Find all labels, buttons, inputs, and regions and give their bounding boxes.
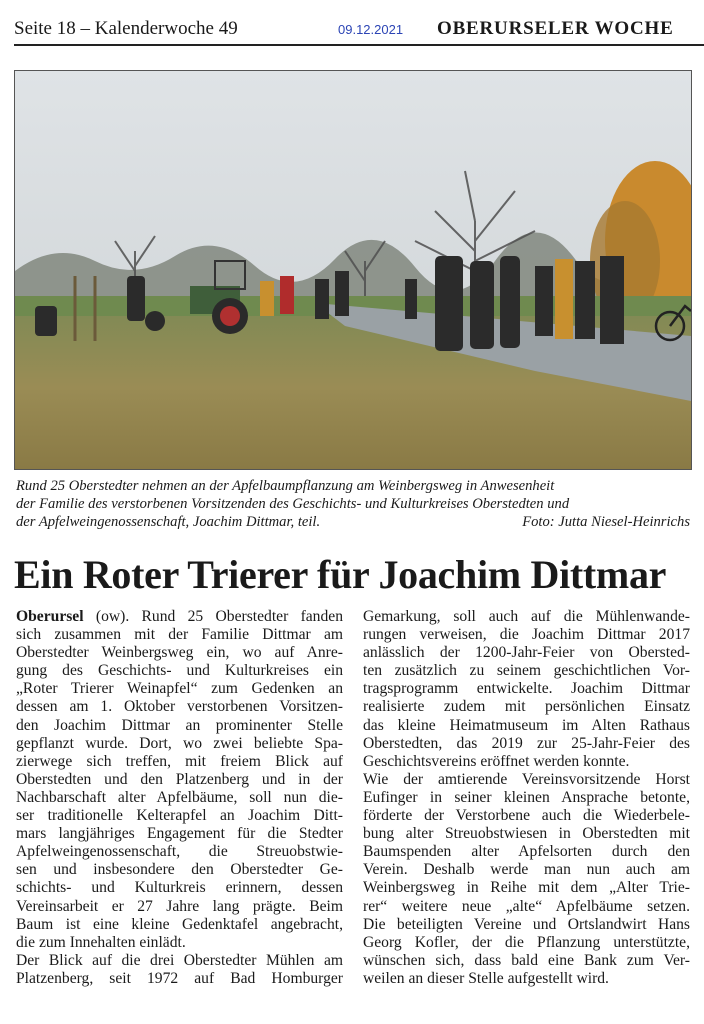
body-line: dessen am 1. Oktober verstorbenen Vorsitzen- bbox=[16, 698, 343, 716]
body-line: rungen verweisen, die Joachim Dittmar 2017 bbox=[363, 626, 690, 644]
photo-caption bbox=[16, 477, 690, 531]
body-line: Oberstedten, das 2019 zur 25-Jahr-Feier des bbox=[363, 734, 690, 752]
body-line: sich zusammen mit der Familie Dittmar am bbox=[16, 626, 343, 644]
body-line: gepflanzt wurde. Dort, wo zwei beliebte Spa- bbox=[16, 734, 343, 752]
body-line: gung des Geschichts- und Kulturkreises ein bbox=[16, 662, 343, 680]
body-line: ten zusätzlich zu seinem geschichtlichen Vor- bbox=[363, 662, 690, 680]
body-line: (ow). Rund 25 Oberstedter fanden bbox=[83, 608, 343, 625]
body-line: anlässlich der 1200-Jahr-Feier von Obersted- bbox=[363, 644, 690, 662]
body-line: Georg Kofler, der die Pflanzung unterstützte, bbox=[363, 933, 690, 951]
photo-image bbox=[15, 71, 691, 469]
body-line: mars langjähriges Engagement für die Stedter bbox=[16, 825, 343, 843]
body-line: ser traditionelle Kelterapfel an Joachim Ditt- bbox=[16, 807, 343, 825]
caption-line: der Apfelweingenossenschaft, Joachim Dittmar, teil. bbox=[16, 514, 321, 530]
article-column-1 bbox=[16, 608, 343, 988]
body-line: tragsprogramm entwickelte. Joachim Dittmar bbox=[363, 680, 690, 698]
body-line: zierwege sich treffen, mit freiem Blick auf bbox=[16, 752, 343, 770]
caption-last-line bbox=[16, 513, 690, 531]
body-line: Vereinsarbeit er 27 Jahre lang prägte. Beim bbox=[16, 897, 343, 915]
body-line: realisierte zudem mit persönlichen Einsatz bbox=[363, 698, 690, 716]
body-line: Eufinger in seiner kleinen Ansprache betonte, bbox=[363, 788, 690, 806]
body-line: das kleine Heimatmuseum im Alten Rathaus bbox=[363, 716, 690, 734]
body-line: schichts- und Kulturkreis erinnern, dessen bbox=[16, 879, 343, 897]
body-line: Die beteiligten Vereine und Ortslandwirt Hans bbox=[363, 915, 690, 933]
body-line: Apfelweingenossenschaft, die Streuobstwie- bbox=[16, 843, 343, 861]
body-line: förderte der Verstorbene auch die Wiederbele- bbox=[363, 807, 690, 825]
caption-line: Rund 25 Oberstedter nehmen an der Apfelbaumpflanzung am Weinbergsweg in Anwesenheit bbox=[16, 478, 555, 494]
page-label: Seite 18 – Kalenderwoche 49 bbox=[14, 18, 238, 39]
body-line: weilen an dieser Stelle aufgestellt wird. bbox=[363, 969, 609, 987]
body-line: Geschichtsvereins eröffnet werden konnte. bbox=[363, 752, 630, 770]
body-line: Oberstedten und den Platzenberg und in der bbox=[16, 770, 343, 788]
body-line: Der Blick auf die drei Oberstedter Mühlen am bbox=[16, 951, 343, 969]
dateline: Oberursel bbox=[16, 608, 84, 625]
masthead bbox=[14, 16, 704, 46]
body-line: rer“ weitere neue „alte“ Apfelbäume setzen. bbox=[363, 897, 690, 915]
body-line: Baumspenden alter Apfelsorten durch den bbox=[363, 843, 690, 861]
article-headline: Ein Roter Trierer für Joachim Dittmar bbox=[14, 552, 667, 597]
article-photo bbox=[14, 70, 692, 470]
issue-date: 09.12.2021 bbox=[338, 22, 404, 37]
body-line: „Roter Trierer Weinapfel“ zum Gedenken an bbox=[16, 680, 343, 698]
caption-line: der Familie des verstorbenen Vorsitzenden des Geschichts- und Kulturkreises Oberstedten und bbox=[16, 496, 570, 512]
body-line: bung alter Streuobstwiesen in Oberstedten mit bbox=[363, 825, 690, 843]
body-line: Oberstedter Weinbergsweg ein, wo auf Anre- bbox=[16, 644, 343, 662]
newspaper-name: OBERURSELER WOCHE bbox=[437, 18, 674, 39]
body-line: sen und insbesondere den Oberstedter Ge- bbox=[16, 861, 343, 879]
body-line: Platzenberg, seit 1972 auf Bad Homburger bbox=[16, 969, 343, 987]
body-line: wünschen sich, dass bald eine Bank zum Ver- bbox=[363, 951, 690, 969]
body-line: Nachbarschaft alter Apfelbäume, soll nun die- bbox=[16, 788, 343, 806]
body-line: Baum ist eine kleine Gedenktafel angebracht, bbox=[16, 915, 343, 933]
body-line: Gemarkung, soll auch auf die Mühlenwande- bbox=[363, 608, 690, 625]
body-line: Wie der amtierende Vereinsvorsitzende Horst bbox=[363, 770, 690, 788]
photo-credit: Foto: Jutta Niesel-Heinrichs bbox=[522, 514, 690, 530]
body-line: Verein. Deshalb werde man nun auch am bbox=[363, 861, 690, 879]
body-line: die zum Innehalten einlädt. bbox=[16, 933, 186, 951]
article-column-2 bbox=[363, 608, 690, 988]
body-line: Weinbergsweg in Reihe mit dem „Alter Trie- bbox=[363, 879, 690, 897]
body-line: den Joachim Dittmar an prominenter Stelle bbox=[16, 716, 343, 734]
